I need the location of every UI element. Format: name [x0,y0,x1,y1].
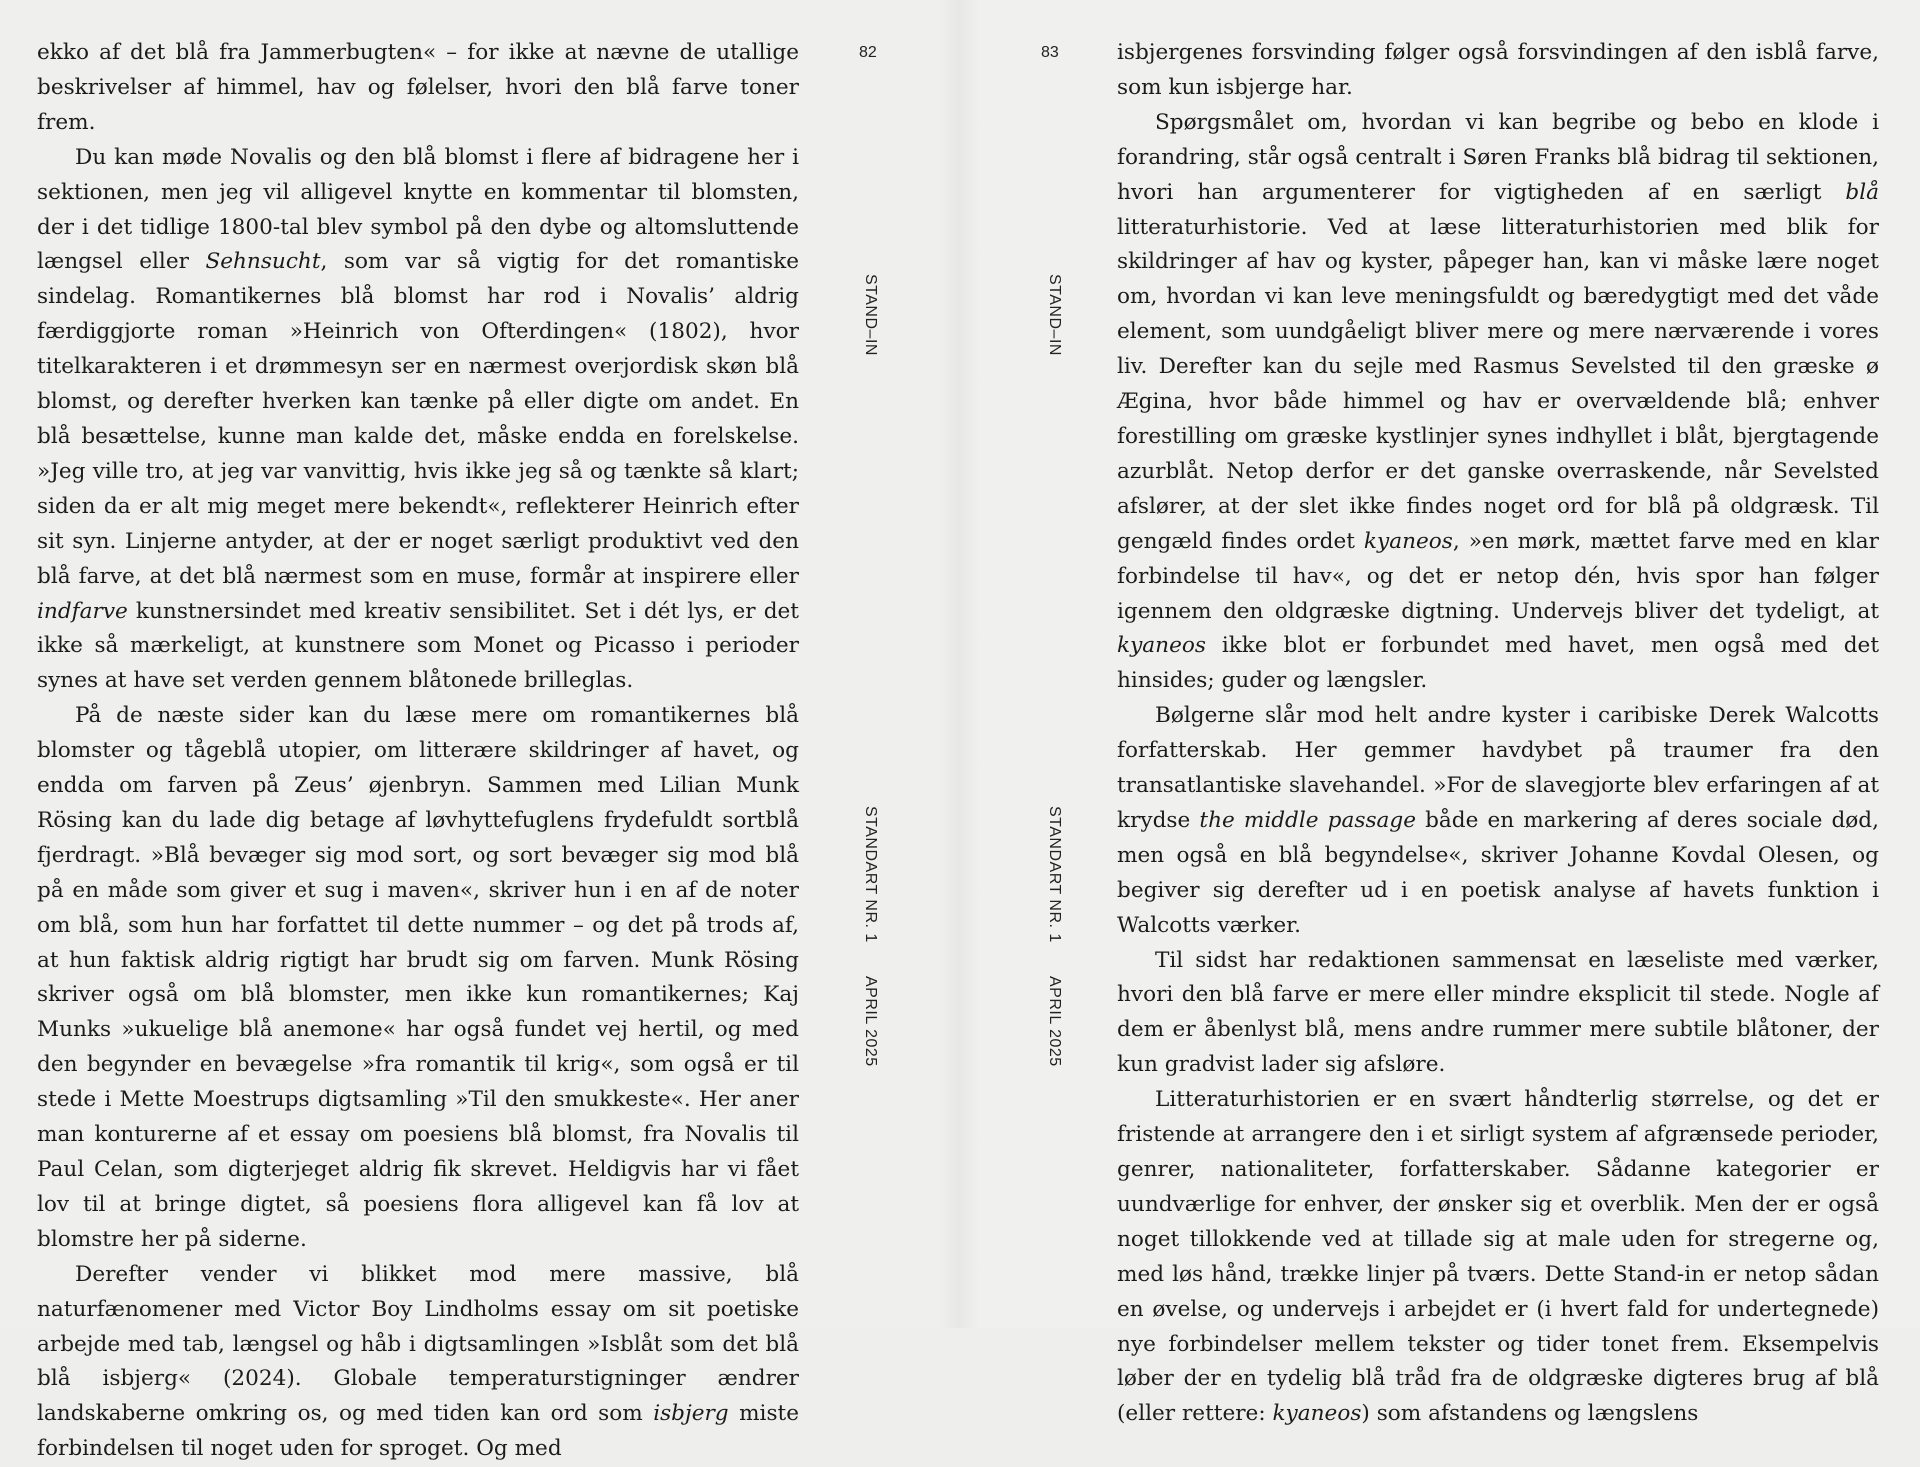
text-run: litteraturhistorie. Ved at læse litteraturhistorien med blik for skildringer af hav og kyster, påpeger han, kan vi måske lære noget om, hvordan vi kan leve meningsfuldt og bæredygtigt med det våde element, som uundgåeligt bliver mere og mere nærværende i vores liv. Derefter kan du sejle med Rasmus Sevelsted til den græske ø Ægina, hvor både himmel og hav er overvældende blå; enhver forestilling om græske kystlinjer synes indhyllet i blåt, bjergtagende azurblåt. Netop derfor er det ganske overraskende, når Sevelsted afslører, at der slet ikke findes noget ord for blå på oldgræsk. Til gengæld findes ordet [1117,214,1879,554]
italic-text-run: kyaneos [1117,633,1206,659]
italic-text-run: isbjerg [653,1401,729,1427]
paragraph [37,36,799,141]
paragraph [37,1258,799,1467]
text-run: ikke blot er forbundet med havet, men også med det hinsides; guder og længsler. [1117,633,1879,694]
text-run: , som var så vigtig for det romantiske sindelag. Romantikernes blå blomst har rod i Novalis’ aldrig færdiggjorte roman »Heinrich von Ofterdingen« (1802), hvor titelkarakteren i et drømmesyn ser en nærmest overjordisk skøn blå blomst, og derefter hverken kan tænke på eller digte om andet. En blå besættelse, kunne man kalde det, måske endda en forelskelse. »Jeg ville tro, at jeg var vanvittig, hvis ikke jeg så og tænkte så klart; siden da er alt mig meget mere bekendt«, reflekterer Heinrich efter sit syn. Linjerne antyder, at der er noget særligt produktivt ved den blå farve, at det blå nærmest som en muse, formår at inspirere eller [37,249,799,589]
paragraph [1117,106,1879,699]
right-body-text [1117,36,1879,1432]
text-run: Du kan møde Novalis og den blå blomst i flere af bidragene her i sektionen, men jeg vil alligevel knytte en kommentar til blomsten, der i det tidlige 1800-tal blev symbol på den dybe og altomsluttende længsel eller [37,144,799,275]
text-run: , »en mørk, mættet farve med en klar forbindelse til hav«, og det er netop dén, hvis spor han følger igennem den oldgræske digtning. Undervejs bliver det tydeligt, at [1117,528,1879,624]
left-page [0,0,960,1462]
paragraph [37,699,799,1258]
text-run: miste forbindelsen til noget uden for sproget. Og med [37,1401,799,1462]
italic-text-run: blå [1845,179,1879,205]
text-run: Derefter vender vi blikket mod mere massive, blå naturfænomener med Victor Boy Lindholms essay om sit poetiske arbejde med tab, længsel og håb i digtsamlingen »Isblåt som det blå blå isbjerg« (2024). Globale temperaturstigninger ændrer landskaberne omkring os, og med tiden kan ord som [37,1261,799,1427]
paragraph [1117,36,1879,106]
right-running-head-date: APRIL 2025 [1046,976,1063,1067]
left-running-head-date: APRIL 2025 [862,976,879,1067]
text-run: isbjergenes forsvinding følger også forsvindingen af den isblå farve, som kun isbjerge har. [1117,40,1879,100]
text-run: Litteraturhistorien er en svært håndterlig størrelse, og det er fristende at arrangere den i et sirligt system af afgrænsede perioder, genrer, nationaliteter, forfatterskaber. Sådanne kategorier er uundværlige for enhver, der ønsker sig et overblik. Men der er også noget tillokkende ved at tillade sig at male uden for stregerne og, med løs hånd, trække linjer på tværs. Dette Stand-in er netop sådan en øvelse, og undervejs i arbejdet er (i hvert fald for undertegnede) nye forbindelser mellem tekster og tider tonet frem. Eksempelvis løber der en tydelig blå tråd fra de oldgræske digteres brug af blå (eller rettere: [1117,1087,1879,1427]
text-run: Til sidst har redaktionen sammensat en læseliste med værker, hvori den blå farve er mere eller mindre eksplicit til stede. Nogle af dem er åbenlyst blå, mens andre rummer mere subtile blåtoner, der kun gradvist lader sig afsløre. [1117,947,1879,1078]
text-run: ekko af det blå fra Jammerbugten« – for ikke at nævne de utallige beskrivelser af himmel, hav og følelser, hvori den blå farve toner frem. [37,40,799,135]
paragraph [1117,944,1879,1084]
text-run: ) som afstandens og længslens [1361,1401,1699,1427]
text-run: kunstnersindet med kreativ sensibilitet. Set i dét lys, er det ikke så mærkeligt, at kunstnere som Monet og Picasso i perioder synes at have set verden gennem blåtonede brilleglas. [37,598,799,694]
paragraph [1117,699,1879,943]
left-body-text [37,36,799,1467]
text-run: både en markering af deres sociale død, men også en blå begyndelse«, skriver Johanne Kovdal Olesen, og begiver sig derefter ud i en poetisk analyse af havets funktion i Walcotts værker. [1117,807,1879,938]
left-page-number: 82 [859,44,877,61]
left-running-head-section: STAND–IN [862,274,879,356]
paragraph [1117,1083,1879,1432]
text-run: På de næste sider kan du læse mere om romantikernes blå blomster og tågeblå utopier, om litterære skildringer af havet, og endda om farven på Zeus’ øjenbryn. Sammen med Lilian Munk Rösing kan du lade dig betage af løvhyttefuglens frydefuldt sortblå fjerdragt. »Blå bevæger sig mod sort, og sort bevæger sig mod blå på en måde som giver et sug i maven«, skriver hun i en af de noter om blå, som hun har forfattet til dette nummer – og det på trods af, at hun faktisk aldrig rigtigt har brudt sig om farven. Munk Rösing skriver også om blå blomster, men ikke kun romantikernes; Kaj Munks »ukuelige blå anemone« har også fundet vej hertil, og med den begynder en bevægelse »fra romantik til krig«, som også er til stede i Mette Moestrups digtsamling »Til den smukkeste«. Her aner man konturerne af et essay om poesiens blå blomst, fra Novalis til Paul Celan, som digterjeget aldrig fik skrevet. Heldigvis har vi fået lov til at bringe digtet, så poesiens flora alligevel kan få lov at blomstre her på siderne. [37,703,799,1252]
left-running-head-issue: STANDART NR. 1 [862,806,879,943]
italic-text-run: the middle passage [1199,807,1417,833]
right-running-head-issue: STANDART NR. 1 [1046,806,1063,943]
italic-text-run: indfarve [37,598,128,624]
right-page [960,0,1920,1427]
text-run: Bølgerne slår mod helt andre kyster i caribiske Derek Walcotts forfatterskab. Her gemmer havdybet på traumer fra den transatlantiske slavehandel. »For de slavegjorte blev erfaringen af at krydse [1117,703,1879,833]
right-page-number: 83 [1041,44,1059,61]
italic-text-run: kyaneos [1272,1401,1362,1427]
right-running-head-section: STAND–IN [1046,274,1063,356]
italic-text-run: kyaneos [1363,528,1453,554]
italic-text-run: Sehnsucht [205,249,321,275]
text-run: Spørgsmålet om, hvordan vi kan begribe og bebo en klode i forandring, står også centralt i Søren Franks blå bidrag til sektionen, hvori han argumenterer for vigtigheden af en særligt [1117,109,1879,205]
paragraph [37,141,799,700]
